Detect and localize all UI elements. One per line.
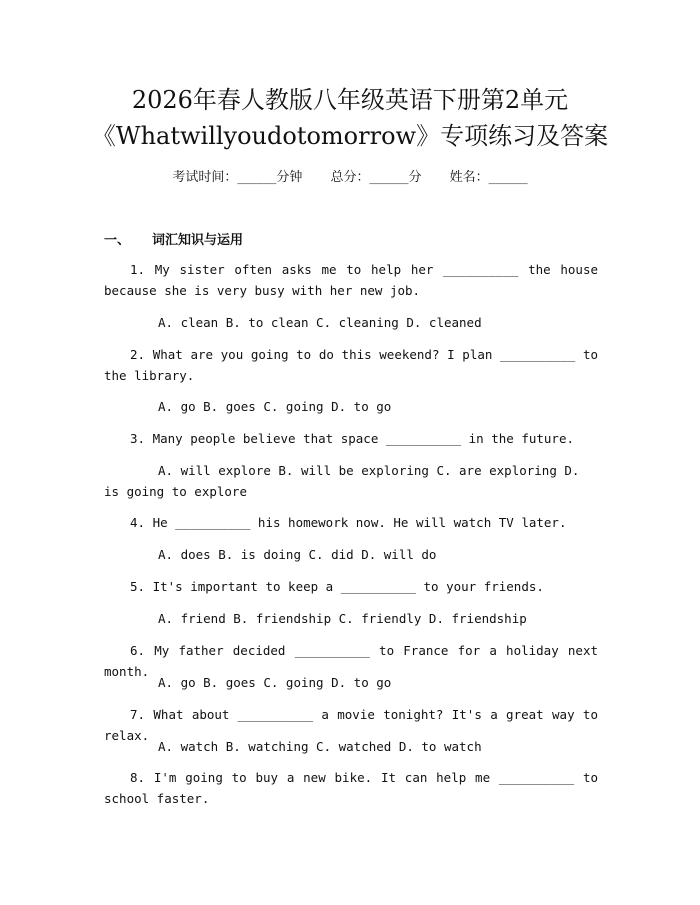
- section-title: 词汇知识与运用: [152, 233, 244, 248]
- question-2: 2. What are you going to do this weekend? I plan __________ to the library.: [104, 347, 598, 383]
- question-5: 5. It's important to keep a __________ to your friends.: [130, 579, 544, 594]
- exam-score: 总分：______分: [330, 170, 422, 185]
- document-title-line1: 2026年春人教版八年级英语下册第2单元: [131, 86, 569, 114]
- question-4: 4. He __________ his homework now. He will watch TV later.: [130, 515, 567, 530]
- question-8: 8. I'm going to buy a new bike. It can help me __________ to school faster.: [104, 770, 598, 806]
- question-6: 6. My father decided __________ to France for a holiday next month.: [104, 643, 598, 679]
- question-1-options: A. clean B. to clean C. cleaning D. cleaned: [158, 315, 482, 330]
- question-7: 7. What about __________ a movie tonight? It's a great way to relax.: [104, 707, 598, 743]
- question-1: 1. My sister often asks me to help her __________ the house because she is very busy with her new job.: [104, 262, 598, 298]
- question-3-options: A. will explore B. will be exploring C. are exploring D. is going to explore: [104, 463, 580, 499]
- question-5-options: A. friend B. friendship C. friendly D. friendship: [158, 611, 527, 626]
- question-2-options: A. go B. goes C. going D. to go: [158, 399, 392, 414]
- question-4-options: A. does B. is doing C. did D. will do: [158, 547, 437, 562]
- section-number: 一、: [104, 233, 131, 248]
- exam-time: 考试时间：______分钟: [172, 170, 303, 185]
- document-title-line2: 《Whatwillyoudotomorrow》专项练习及答案: [91, 122, 609, 150]
- exam-info: [0, 168, 700, 188]
- exam-name: 姓名：______: [449, 170, 528, 185]
- question-3: 3. Many people believe that space __________ in the future.: [130, 431, 575, 446]
- question-7-options: A. watch B. watching C. watched D. to watch: [158, 739, 482, 754]
- question-6-options: A. go B. goes C. going D. to go: [158, 675, 392, 690]
- section-heading: [104, 229, 243, 248]
